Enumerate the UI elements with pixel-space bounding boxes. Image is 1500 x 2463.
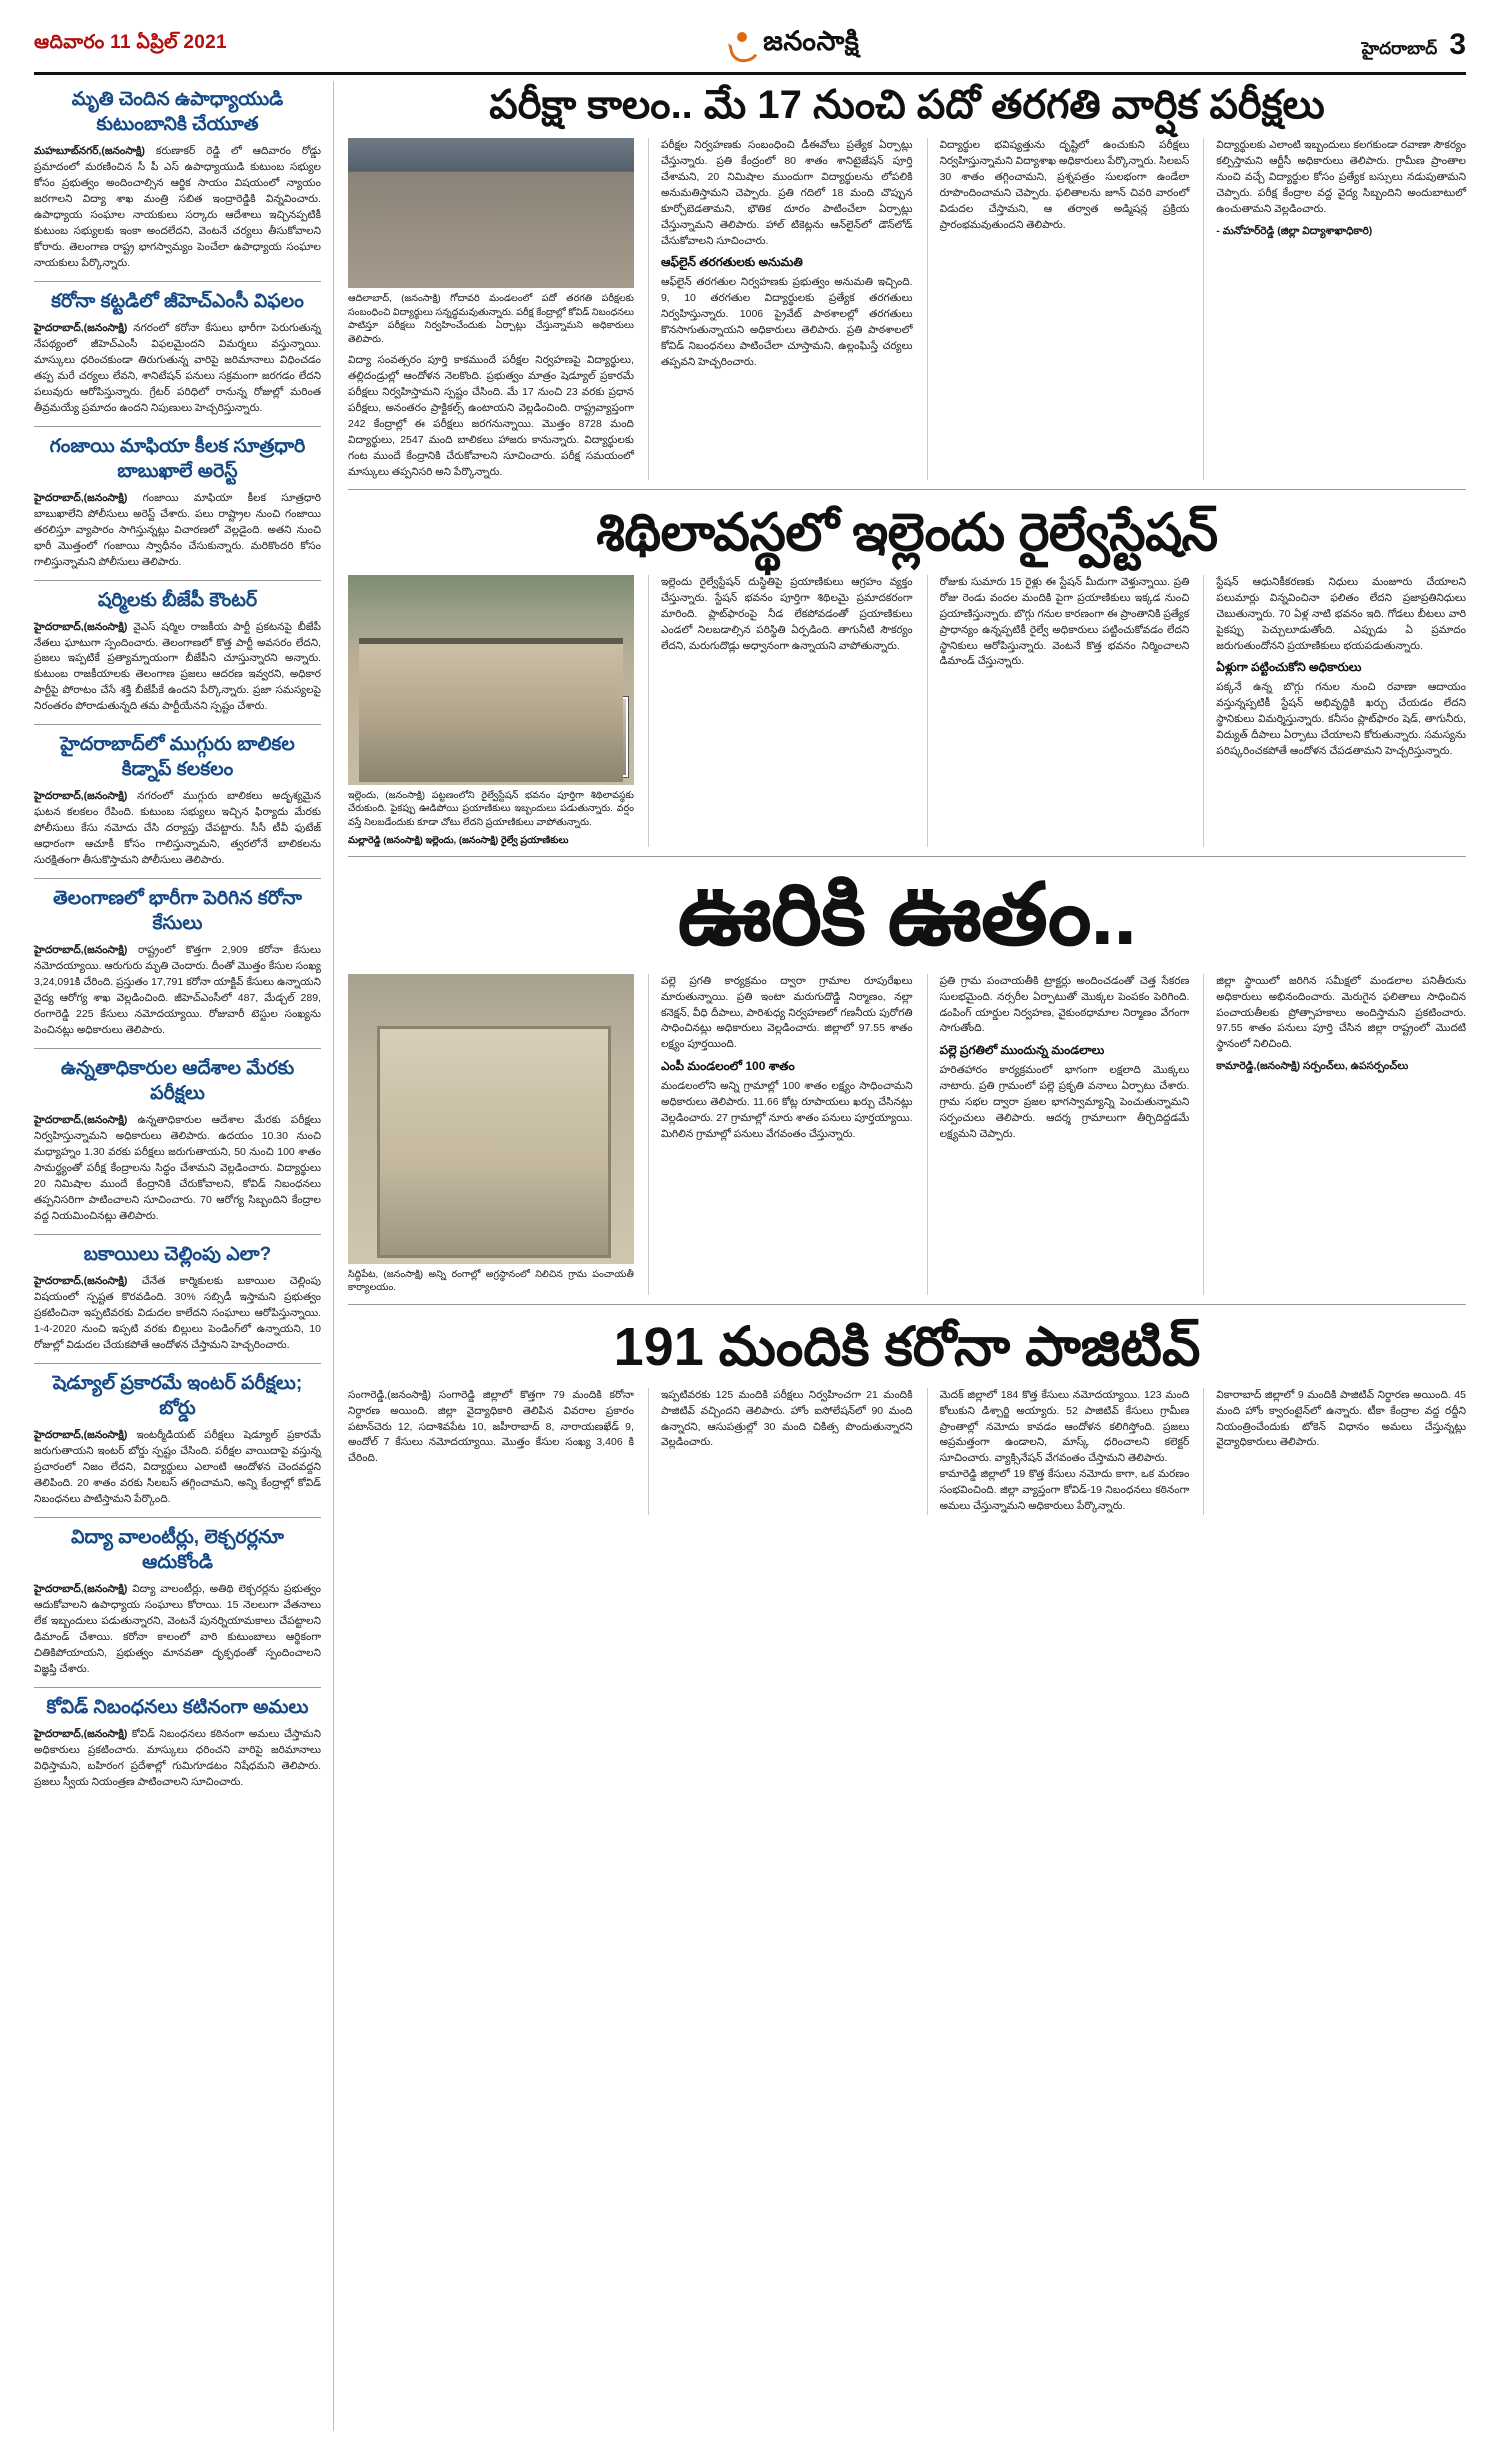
- headline: 191 మందికి కరోనా పాజిటివ్: [613, 1317, 1201, 1378]
- village-credit: కామారెడ్డి,(జనంసాక్షి) సర్పంచ్‌లు, ఉపసర్పంచ్‌లు: [1216, 1060, 1409, 1073]
- divider: [34, 281, 321, 282]
- headline: మృతి చెందిన ఉపాధ్యాయుడి కుటుంబానికి చేయూత: [71, 89, 284, 136]
- station-col-b: రోజుకు సుమారు 15 రైళ్లు ఈ స్టేషన్ మీదుగా వెళ్తున్నాయి. ప్రతి రోజు రెండు వందల మందికి పైగా ప్రయాణికులు ఇక్కడ నుంచి ప్రయాణిస్తున్నారు. బొగ్గు గనుల కారణంగా ఈ ప్రాంతానికి ప్రత్యేక ప్రాధాన్యం ఉన్నప్పటికీ రైల్వే అధికారులు పట్టించుకోవడం లేదని స్థానికులు ఆరోపిస్తున్నారు. వెంటనే కొత్త భవనం నిర్మించాలని డిమాండ్ చేస్తున్నారు.: [939, 575, 1190, 668]
- covid-col-e: వికారాబాద్ జిల్లాలో 9 మందికి పాజిటివ్ నిర్ధారణ అయింది. 45 మంది హోం క్వారంటైన్‌లో ఉన్నారు. టీకా కేంద్రాల వద్ద రద్దీని నియంత్రించేందుకు టోకెన్ విధానం అమలు చేస్తున్నట్లు వైద్యాధికారులు తెలిపారు.: [1216, 1388, 1466, 1449]
- article-text: గంజాయి మాఫియా కీలక సూత్రధారి బాబుఖాలేని పోలీసులు అరెస్ట్ చేశారు. పలు రాష్ట్రాల నుంచి గంజాయి తరలిస్తూ వ్యాపారం సాగిస్తున్నట్లు విచారణలో వెల్లడైంది. అతని నుంచి భారీ మొత్తంలో గంజాయి స్వాధీనం చేసుకున్నారు. మరికొందరి కోసం గాలిస్తున్నామని పోలీసులు తెలిపారు.: [34, 491, 321, 568]
- divider: [348, 1304, 1466, 1305]
- story-covid-positive: [348, 1317, 1466, 1515]
- photo-caption: ఇల్లెందు, (జనంసాక్షి) పట్టణంలోని రైల్వేస్టేషన్ భవనం పూర్తిగా శిథిలావస్థకు చేరుకుంది. పైకప్పు ఊడిపోయి ప్రయాణికులు ఇబ్బందులు పడుతున్నారు. వర్షం వస్తే నిలబడేందుకు కూడా చోటు లేదని ప్రయాణికులు వాపోతున్నారు.: [348, 789, 634, 829]
- headline: విద్యా వాలంటీర్లు, లెక్చరర్లనూ ఆదుకోండి: [71, 1526, 284, 1573]
- photo-credit: మల్లారెడ్డి (జనంసాక్షి) ఇల్లెందు, (జనంసాక్షి) రైల్వే ప్రయాణికులు: [348, 835, 569, 847]
- headline: శిథిలావస్థలో ఇల్లెందు రైల్వేస్టేషన్: [596, 504, 1218, 563]
- students-writing-exam-photo: [348, 138, 634, 288]
- article-body: [34, 1113, 321, 1225]
- covid-col-d: కామారెడ్డి జిల్లాలో 19 కొత్త కేసులు నమోదు కాగా, ఒక మరణం సంభవించింది. జిల్లా వ్యాప్తంగా కోవిడ్-19 నిబంధనలు కఠినంగా అమలు చేస్తున్నామని అధికారులు పేర్కొన్నారు.: [939, 1468, 1190, 1513]
- article-volunteers: [34, 1525, 321, 1678]
- station-col-d: పక్కనే ఉన్న బొగ్గు గనుల నుంచి రవాణా ఆదాయం వస్తున్నప్పటికీ స్టేషన్ అభివృద్ధికి ఖర్చు చేయడం లేదని స్థానికులు విమర్శిస్తున్నారు. కనీసం ప్లాట్‌ఫారం షెడ్, తాగునీరు, విద్యుత్ దీపాలు ఏర్పాటు చేయాలని కోరుతున్నారు. సమస్యను పరిష్కరించకపోతే ఆందోళన చేపడతామని హెచ్చరిస్తున్నారు.: [1216, 681, 1466, 758]
- article-body: [34, 1428, 321, 1508]
- article-body: [34, 1582, 321, 1678]
- article-ganja-mafia: [34, 434, 321, 571]
- headline: బకాయిలు చెల్లింపు ఎలా?: [83, 1243, 272, 1265]
- divider: [34, 1517, 321, 1518]
- headline: కోవిడ్ నిబంధనలు కటినంగా అమలు: [46, 1696, 309, 1718]
- newspaper-title: జనంసాక్షి: [763, 26, 860, 56]
- station-col-c: స్టేషన్ ఆధునికీకరణకు నిధులు మంజూరు చేయాలని పలుమార్లు విన్నవించినా ఫలితం లేదని ప్రజాప్రతినిధులు చెబుతున్నారు. 70 ఏళ్ల నాటి భవనం ఇది. గోడలు బీటలు వారి పైకప్పు పెచ్చులూడుతోంది. ఎప్పుడు ఏ ప్రమాదం జరుగుతుందోనని ప్రయాణికులు భయపడుతున్నారు.: [1216, 575, 1466, 652]
- page-columns: [34, 81, 1466, 2431]
- dilapidated-railway-station-photo: [348, 575, 634, 785]
- dateline: హైదరాబాద్,(జనంసాక్షి): [34, 944, 128, 957]
- article-text: కోవిడ్ నిబంధనలు కఠినంగా అమలు చేస్తామని అధికారులు ప్రకటించారు. మాస్కులు ధరించని వారిపై జరిమానాలు విధిస్తామని, బహిరంగ ప్రదేశాల్లో గుమిగూడటం నిషేధమని తెలిపారు. ప్రజలు స్వీయ నియంత్రణ పాటించాలని సూచించారు.: [34, 1727, 321, 1788]
- headline: షర్మిలకు బీజేపీ కౌంటర్: [97, 589, 258, 611]
- dateline: హైదరాబాద్,(జనంసాక్షి): [34, 321, 128, 334]
- masthead-edition-block: [1362, 28, 1466, 63]
- dateline: హైదరాబాద్,(జనంసాక్షి): [34, 491, 128, 504]
- divider: [34, 1363, 321, 1364]
- village-col-a: పల్లె ప్రగతి కార్యక్రమం ద్వారా గ్రామాల రూపురేఖలు మారుతున్నాయి. ప్రతి ఇంటా మరుగుదొడ్డి నిర్మాణం, నల్లా కనెక్షన్, వీధి దీపాలు, పారిశుధ్య నిర్వహణలో గణనీయ పురోగతి సాధించినట్లు అధికారులు వెల్లడించారు. జిల్లాలో 97.55 శాతం లక్ష్యం పూర్తయింది.: [660, 974, 913, 1051]
- village-col-b: ప్రతి గ్రామ పంచాయతీకి ట్రాక్టర్లు అందించడంతో చెత్త సేకరణ సులభమైంది. నర్సరీల ఏర్పాటుతో మొక్కల పెంపకం పెరిగింది. డంపింగ్ యార్డుల నిర్వహణ, వైకుంఠధామాల నిర్మాణం వేగంగా సాగుతోంది.: [939, 974, 1190, 1035]
- sun-swoosh-icon: [729, 32, 755, 58]
- exam-col-c: ఆఫ్‌లైన్ తరగతుల నిర్వహణకు ప్రభుత్వం అనుమతి ఇచ్చింది. 9, 10 తరగతుల విద్యార్థులకు ప్రత్యేక తరగతులు నిర్వహిస్తున్నారు. 1006 ప్రైవేట్ పాఠశాలల్లో తరగతులు కొనసాగుతున్నాయని అధికారులు తెలిపారు. ప్రతి పాఠశాలలో కోవిడ్ నిబంధనలు పాటించేలా చూస్తామని, ఉల్లంఘిస్తే చర్యలు తప్పవని హెచ్చరించారు.: [660, 276, 913, 369]
- covid-col-a: సంగారెడ్డి,(జనంసాక్షి) సంగారెడ్డి జిల్లాలో కొత్తగా 79 మందికి కరోనా నిర్ధారణ అయింది. జిల్లా వైద్యాధికారి తెలిపిన వివరాల ప్రకారం పటాన్‌చెరు 12, సదాశివపేట 10, జహీరాబాద్ 8, నారాయణఖేడ్ 9, అందోల్ 7 కేసులు నమోదయ్యాయి. మొత్తం కేసుల సంఖ్య 3,406 కి చేరింది.: [348, 1388, 634, 1465]
- article-body: [34, 620, 321, 716]
- headline: ఊరికి ఊతం..: [677, 867, 1137, 964]
- article-bjp-counter: [34, 588, 321, 716]
- article-dues-payment: [34, 1242, 321, 1354]
- article-text: వైఎస్ షర్మిల రాజకీయ పార్టీ ప్రకటనపై బీజేపీ నేతలు ఘాటుగా స్పందించారు. తెలంగాణలో కొత్త పార్టీ అవసరం లేదని, ప్రజలు ఇప్పటికే ప్రత్యామ్నాయంగా బీజేపీని చూస్తున్నారని అన్నారు. కుటుంబ రాజకీయాలకు తెలంగాణ ప్రజలు ఆదరణ ఇవ్వరని, అధికార పార్టీపై పోరాటం చేసే శక్తి బీజేపీకే ఉందని పేర్కొన్నారు. ప్రజా సమస్యలపై నిరంతరం పోరాడుతున్నది తమ పార్టీయేనని స్పష్టం చేశారు.: [34, 620, 321, 713]
- article-covid-surge: [34, 886, 321, 1039]
- issue-date: ఆదివారం 11 ఏప్రిల్ 2021: [34, 32, 227, 53]
- divider: [34, 580, 321, 581]
- article-kidnap: [34, 732, 321, 869]
- divider: [348, 489, 1466, 490]
- dateline: హైదరాబాద్,(జనంసాక్షి): [34, 620, 128, 633]
- exam-byline: - మనోహర్‌రెడ్డి (జిల్లా విద్యాశాఖాధికారి): [1216, 224, 1373, 237]
- village-col-e: జిల్లా స్థాయిలో జరిగిన సమీక్షలో మండలాల పనితీరును అధికారులు అభినందించారు. మెరుగైన ఫలితాలు సాధించిన పంచాయతీలకు ప్రోత్సాహకాలు అందిస్తామని ప్రకటించారు. 97.55 శాతం పనులు పూర్తి చేసిన జిల్లా రాష్ట్రంలో మొదటి స్థానంలో నిలిచింది.: [1216, 974, 1466, 1051]
- divider: [34, 878, 321, 879]
- article-text: నగరంలో కరోనా కేసులు భారీగా పెరుగుతున్న నేపథ్యంలో జీహెచ్‌ఎంసీ విఫలమైందని విమర్శలు వస్తున్నాయి. మాస్కులు ధరించకుండా తిరుగుతున్న వారిపై జరిమానాలు విధించడం తప్ప మరే చర్యలు లేవని, శానిటేషన్ పనులు సక్రమంగా జరగడం లేదని పలువురు ఆరోపిస్తున్నారు. గ్రేటర్ పరిధిలో రానున్న రోజుల్లో మరింత తీవ్రమయ్యే ప్రమాదం ఉందని నిపుణులు హెచ్చరిస్తున్నారు.: [34, 321, 321, 414]
- article-covid-rules: [34, 1695, 321, 1791]
- exam-sub-head: ఆఫ్‌లైన్ తరగతులకు అనుమతి: [660, 255, 803, 270]
- article-text: నగరంలో ముగ్గురు బాలికలు అదృశ్యమైన ఘటన కలకలం రేపింది. కుటుంబ సభ్యులు ఇచ్చిన ఫిర్యాదు మేరకు పోలీసులు కేసు నమోదు చేసి దర్యాప్తు చేపట్టారు. సీసీ టీవీ ఫుటేజ్ ఆధారంగా ఆచూకీ కోసం గాలిస్తున్నామని, త్వరలోనే బాలికలను సురక్షితంగా తీసుకొస్తామని పోలీసులు తెలిపారు.: [34, 790, 321, 867]
- headline: షెడ్యూల్ ప్రకారమే ఇంటర్ పరీక్షలు; బోర్డు: [52, 1372, 303, 1419]
- village-col-c: మండలంలోని అన్ని గ్రామాల్లో 100 శాతం లక్ష్యం సాధించామని అధికారులు తెలిపారు. 11.66 కోట్ల రూపాయలు ఖర్చు చేసినట్లు వెల్లడించారు. 27 గ్రామాల్లో నూరు శాతం పనులు పూర్తయ్యాయి. మిగిలిన గ్రామాల్లో పనులు వేగవంతం చేస్తున్నారు.: [660, 1080, 913, 1141]
- story-railway-station: [348, 504, 1466, 847]
- divider: [34, 1234, 321, 1235]
- article-text: కరుణాకర్ రెడ్డి లో ఆదివారం రోడ్డు ప్రమాదంలో మరణించిన సీ పీ ఎస్ ఉపాధ్యాయుడి కుటుంబ సభ్యుల కోసం ప్రభుత్వం అందించాల్సిన ఆర్థిక సాయం విషయంలో న్యాయం జరగాలని విద్యా శాఖ మంత్రి సబిత ఇంద్రారెడ్డికి విన్నవించారు. ఉపాధ్యాయ సంఘాల నాయకులు సర్కారు ఆదేశాలు ఇచ్చినప్పటికీ కుటుంబ సభ్యులకు ఇంకా అందలేదని, వెంటనే చర్యలు తీసుకోవాలని కోరారు. తెలంగాణ రాష్ట్ర భాగస్వామ్యం పెంచేలా ఉపాధ్యాయ సంఘాల నాయకులు పేర్కొన్నారు.: [34, 145, 322, 269]
- article-text: ఇంటర్మీడియట్ పరీక్షలు షెడ్యూల్ ప్రకారమే జరుగుతాయని ఇంటర్ బోర్డు స్పష్టం చేసింది. పరీక్షల వాయిదాపై వస్తున్న ప్రచారంలో నిజం లేదని, విద్యార్థులు ఎలాంటి ఆందోళన చెందవద్దని తెలిపింది. 20 శాతం వరకు సిలబస్ తగ్గించామని, అన్ని కేంద్రాల్లో కోవిడ్ నిబంధనలు పాటిస్తామని పేర్కొంది.: [34, 1428, 321, 1505]
- divider: [34, 1048, 321, 1049]
- article-ghmc-covid: [34, 289, 321, 417]
- covid-col-b: ఇప్పటివరకు 125 మందికి పరీక్షలు నిర్వహించగా 21 మందికి పాజిటివ్ వచ్చిందని తెలిపారు. హోం ఐసోలేషన్‌లో 90 మంది ఉన్నారని, ఆసుపత్రుల్లో 30 మంది చికిత్స పొందుతున్నారని వెల్లడించారు.: [660, 1388, 913, 1449]
- dateline: హైదరాబాద్,(జనంసాక్షి): [34, 1114, 128, 1127]
- headline: ఉన్నతాధికారుల ఆదేశాల మేరకు పరీక్షలు: [60, 1058, 295, 1105]
- masthead: [34, 26, 1466, 75]
- gram-panchayat-office-photo: [348, 974, 634, 1264]
- dateline: హైదరాబాద్,(జనంసాక్షి): [34, 1275, 128, 1287]
- village-stat-head: ఎంపీ మండలంలో 100 శాతం: [660, 1059, 795, 1074]
- column-left: [34, 81, 334, 2431]
- article-text: ఉన్నతాధికారుల ఆదేశాల మేరకు పరీక్షలు నిర్వహిస్తున్నామని అధికారులు తెలిపారు. ఉదయం 10.30 నుంచి మధ్యాహ్నం 1.30 వరకు పరీక్షలు జరుగుతాయని, 50 నుంచి 100 శాతం సామర్థ్యంతో పరీక్ష కేంద్రాలను సిద్ధం చేశామని వెల్లడించారు. విద్యార్థులు 20 నిమిషాల ముందే కేంద్రానికి చేరుకోవాలని, కోవిడ్ నిబంధనలు తప్పనిసరిగా పాటించాలని సూచించారు. 70 ఆరోగ్య సిబ్బందిని కేంద్రాల వద్ద నియమించినట్లు తెలిపారు.: [34, 1114, 321, 1222]
- dateline: హైదరాబాద్,(జనంసాక్షి): [34, 1428, 128, 1441]
- headline: హైదరాబాద్‌లో ముగ్గురు బాలికల కిడ్నాప్ కలకలం: [60, 734, 295, 781]
- article-exams-orders: [34, 1056, 321, 1225]
- headline: పరీక్షా కాలం.. మే 17 నుంచి పదో తరగతి వార్షిక పరీక్షలు: [489, 83, 1325, 127]
- divider: [34, 1687, 321, 1688]
- village-col-d: హరితహారం కార్యక్రమంలో భాగంగా లక్షలాది మొక్కలు నాటారు. ప్రతి గ్రామంలో పల్లె ప్రకృతి వనాలు ఏర్పాటు చేశారు. గ్రామ సభల ద్వారా ప్రజల భాగస్వామ్యాన్ని పెంచుతున్నామని సర్పంచులు తెలిపారు. ఆదర్శ గ్రామాలుగా తీర్చిదిద్దడమే లక్ష్యమని చెప్పారు.: [939, 1064, 1190, 1141]
- article-body: [34, 144, 321, 272]
- headline: గంజాయి మాఫియా కీలక సూత్రధారి బాబుఖాలే అరెస్ట్: [49, 435, 306, 482]
- edition-label: హైదరాబాద్: [1361, 38, 1438, 58]
- station-sub-head: ఏళ్లుగా పట్టించుకోని అధికారులు: [1216, 660, 1362, 675]
- photo-caption: సిద్దిపేట, (జనంసాక్షి) అన్ని రంగాల్లో అగ్రస్థానంలో నిలిచిన గ్రామ పంచాయతీ కార్యాలయం.: [348, 1268, 634, 1294]
- article-inter-exams: [34, 1371, 321, 1508]
- exam-col-b: పరీక్షల నిర్వహణకు సంబంధించి డీఈవోలు ప్రత్యేక ఏర్పాట్లు చేస్తున్నారు. ప్రతి కేంద్రంలో 80 శాతం శానిటైజేషన్ పూర్తి చేశామని, 20 నిమిషాల ముందుగా విద్యార్థులను లోపలికి అనుమతిస్తామని చెప్పారు. ప్రతి గదిలో 18 మంది చొప్పున కూర్చోబెడతామని, భౌతిక దూరం పాటించేలా ఏర్పాట్లు చేస్తున్నామని తెలిపారు. హాల్ టికెట్లను ఆన్‌లైన్‌లో డౌన్‌లోడ్ చేసుకోవాలని సూచించారు.: [660, 138, 913, 247]
- village-sub-head: పల్లె ప్రగతిలో ముందున్న మండలాలు: [939, 1043, 1105, 1058]
- story-village-development: [348, 867, 1466, 1295]
- article-body: [34, 491, 321, 571]
- headline: తెలంగాణలో భారీగా పెరిగిన కరోనా కేసులు: [53, 888, 302, 935]
- column-main: [334, 81, 1466, 2431]
- dateline: మహబూబ్‌నగర్,(జనంసాక్షి): [34, 145, 146, 158]
- headline: కరోనా కట్టడిలో జీహెచ్‌ఎంసీ విఫలం: [51, 290, 304, 312]
- dateline: హైదరాబాద్,(జనంసాక్షి): [34, 1582, 128, 1595]
- masthead-logo: [729, 26, 859, 64]
- station-col-a: ఇల్లెందు రైల్వేస్టేషన్ దుస్థితిపై ప్రయాణికులు ఆగ్రహం వ్యక్తం చేస్తున్నారు. స్టేషన్ భవనం పూర్తిగా శిథిలమై ప్రమాదకరంగా మారింది. ప్లాట్‌ఫారంపై నీడ లేకపోవడంతో ప్రయాణికులు ఎండలో నిలబడాల్సిన పరిస్థితి ఏర్పడింది. తాగునీటి సౌకర్యం లేదని, మరుగుదొడ్లు అధ్వానంగా ఉన్నాయని వాపోతున్నారు.: [660, 575, 913, 652]
- dateline: హైదరాబాద్,(జనంసాక్షి): [34, 790, 128, 803]
- article-body: [34, 789, 321, 869]
- photo-caption: ఆదిలాబాద్, (జనంసాక్షి) గోదావరి మండలంలో పదో తరగతి పరీక్షలకు సంబంధించి విద్యార్థులు సన్నద్ధమవుతున్నారు. పరీక్ష కేంద్రాల్లో కోవిడ్ నిబంధనలు పాటిస్తూ పరీక్షలు నిర్వహించేందుకు ఏర్పాట్లు చేస్తున్నామని అధికారులు తెలిపారు.: [348, 292, 634, 346]
- divider: [348, 856, 1466, 857]
- article-teacher-family: [34, 87, 321, 272]
- exam-col-d: విద్యార్థుల భవిష్యత్తును దృష్టిలో ఉంచుకుని పరీక్షలు నిర్వహిస్తున్నామని విద్యాశాఖ అధికారులు పేర్కొన్నారు. సిలబస్ 30 శాతం తగ్గించామని, ప్రశ్నపత్రం సులభంగా ఉండేలా రూపొందించామని చెప్పారు. ఫలితాలను జూన్ చివరి వారంలో విడుదల చేస్తామని, ఆ తర్వాత అడ్మిషన్ల ప్రక్రియ ప్రారంభమవుతుందని తెలిపారు.: [939, 138, 1190, 231]
- covid-col-c: మెదక్ జిల్లాలో 184 కొత్త కేసులు నమోదయ్యాయి. 123 మంది కోలుకుని డిశ్చార్జి అయ్యారు. 52 పాజిటివ్ కేసులు గ్రామీణ ప్రాంతాల్లో నమోదు కావడం ఆందోళన కలిగిస్తోంది. ప్రజలు అప్రమత్తంగా ఉండాలని, మాస్క్ ధరించాలని కలెక్టర్ సూచించారు. వ్యాక్సినేషన్ వేగవంతం చేస్తామని తెలిపారు.: [939, 1388, 1190, 1465]
- exam-col-e: విద్యార్థులకు ఎలాంటి ఇబ్బందులు కలగకుండా రవాణా సౌకర్యం కల్పిస్తామని ఆర్టీసీ అధికారులు తెలిపారు. గ్రామీణ ప్రాంతాల నుంచి వచ్చే విద్యార్థుల కోసం ప్రత్యేక బస్సులు నడుపుతామని చెప్పారు. పరీక్ష కేంద్రాల వద్ద వైద్య సిబ్బందిని అందుబాటులో ఉంచుతామని వెల్లడించారు.: [1216, 138, 1466, 215]
- divider: [34, 426, 321, 427]
- article-text: విద్యా వాలంటీర్లు, అతిథి లెక్చరర్లను ప్రభుత్వం ఆదుకోవాలని ఉపాధ్యాయ సంఘాలు కోరాయి. 15 నెలలుగా వేతనాలు లేక ఇబ్బందులు పడుతున్నారని, వెంటనే పునర్నియామకాలు చేపట్టాలని డిమాండ్ చేశాయి. కరోనా కాలంలో వారి కుటుంబాలు ఆర్థికంగా చితికిపోయాయని, ప్రభుత్వం మానవతా దృక్పథంతో స్పందించాలని విజ్ఞప్తి చేశారు.: [34, 1582, 321, 1675]
- page-number: 3: [1449, 27, 1466, 61]
- article-text: రాష్ట్రంలో కొత్తగా 2,909 కరోనా కేసులు నమోదయ్యాయి. ఆరుగురు మృతి చెందారు. దీంతో మొత్తం కేసుల సంఖ్య 3,24,091కి చేరింది. ప్రస్తుతం 17,791 కరోనా యాక్టివ్ కేసులు ఉన్నాయని వైద్య ఆరోగ్య శాఖ వెల్లడించింది. జీహెచ్‌ఎంసీలో 487, మేడ్చల్ 289, రంగారెడ్డి 225 కేసులు నమోదయ్యాయి. రోజువారీ టెస్టుల సంఖ్యను పెంచినట్లు అధికారులు తెలిపారు.: [34, 944, 321, 1037]
- article-text: చేనేత కార్మికులకు బకాయిల చెల్లింపు విషయంలో స్పష్టత కొరవడింది. 30% సబ్సిడీ ఇస్తామని ప్రభుత్వం ప్రకటించినా ఇప్పటివరకు విడుదల కాలేదని సంఘాలు ఆరోపిస్తున్నాయి. 1-4-2020 నుంచి ఇప్పటి వరకు బిల్లులు పెండింగ్‌లో ఉన్నాయని, 10 రోజుల్లో విడుదల చేయకపోతే ఆందోళన చేస్తామని హెచ్చరించారు.: [34, 1275, 321, 1351]
- divider: [34, 724, 321, 725]
- exam-col-a: విద్యా సంవత్సరం పూర్తి కాకముందే పరీక్షల నిర్వహణపై విద్యార్థులు, తల్లిదండ్రుల్లో ఆందోళన నెలకొంది. ప్రభుత్వం మాత్రం షెడ్యూల్ ప్రకారమే పరీక్షలు నిర్వహిస్తామని స్పష్టం చేసింది. మే 17 నుంచి 23 వరకు ప్రధాన పరీక్షలు, అనంతరం ప్రాక్టికల్స్ ఉంటాయని వెల్లడించింది. రాష్ట్రవ్యాప్తంగా 242 కేంద్రాల్లో ఈ పరీక్షలు జరగనున్నాయి. మొత్తం 8728 మంది విద్యార్థులు, 2547 మంది బాలికలు హాజరు కానున్నారు. విద్యార్థులకు గంట ముందే కేంద్రానికి చేరుకోవాలని సూచించారు. పరీక్ష సమయంలో మాస్కులు తప్పనిసరి అని పేర్కొన్నారు.: [348, 353, 634, 478]
- station-inset-photo: [527, 697, 628, 777]
- story-exam-schedule: [348, 83, 1466, 480]
- article-body: [34, 1274, 321, 1354]
- article-body: [34, 943, 321, 1039]
- article-body: [34, 1727, 321, 1791]
- dateline: హైదరాబాద్,(జనంసాక్షి): [34, 1727, 128, 1740]
- article-body: [34, 321, 321, 417]
